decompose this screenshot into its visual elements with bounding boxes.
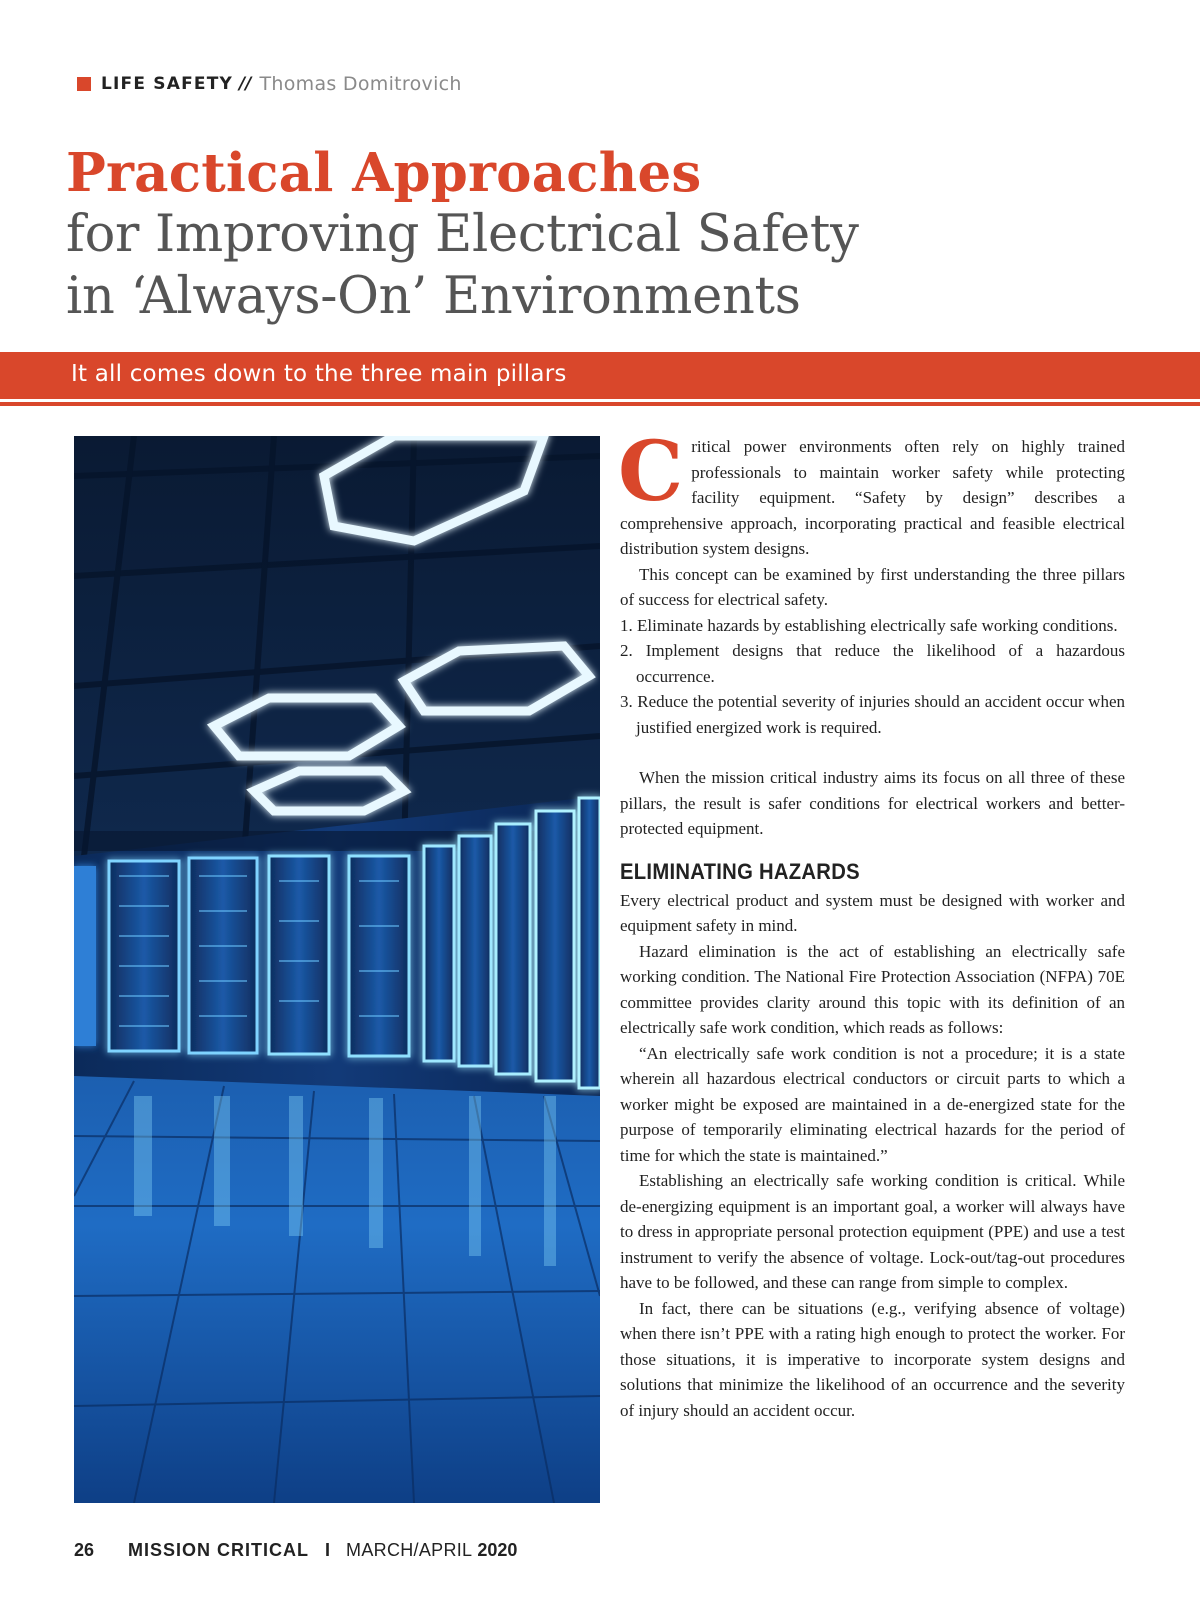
magazine-name: MISSION CRITICAL [128,1539,310,1560]
article-body [618,424,1125,1423]
pillar-item: 2. Implement designs that reduce the likelihood of a hazardous occurrence. [620,641,1125,686]
issue-year: 2020 [477,1539,518,1560]
pillar-item: 3. Reduce the potential severity of injuries should an accident occur when justified energized work is required. [620,692,1125,737]
headline [66,142,1066,328]
section-heading: ELIMINATING HAZARDS [620,858,860,884]
paragraph: Establishing an electrically safe working condition is critical. While de-energizing equipment is an important goal, a worker will always have to dress in appropriate personal protection equipment (PPE) and use a test instrument to verify the absence of voltage. Lock-out/tag-out procedures have to be followed, and these can range from simple to complex. [620,1171,1125,1292]
intro-paragraph [618,424,1125,562]
section-separator: // [239,74,252,94]
headline-subtitle-line-2: in ‘Always-On’ Environments [66,267,801,326]
section-label: LIFE SAFETY [101,74,234,94]
section-header [77,70,462,98]
page-number: 26 [74,1539,95,1560]
pillar-item: 1. Eliminate hazards by establishing electrically safe working conditions. [620,615,1118,635]
page-footer [74,1537,517,1563]
deck-text: It all comes down to the three main pillars [71,361,567,387]
section-marker-square [77,77,91,91]
headline-title: Practical Approaches [66,142,702,204]
deck-underline [0,402,1200,406]
paragraph: Every electrical product and system must be designed with worker and equipment safety in mind. [620,890,1125,935]
footer-divider: I [325,1539,331,1560]
headline-subtitle-line-1: for Improving Electrical Safety [66,205,859,264]
author-name: Thomas Domitrovich [259,73,462,95]
drop-cap: C [618,424,684,520]
paragraph: This concept can be examined by first understanding the three pillars of success for electrical safety. [620,564,1125,609]
quote-paragraph: “An electrically safe work condition is not a procedure; it is a state wherein all hazardous electrical conductors or circuit parts to which a worker might be exposed are maintained in a de-energized state for the purpose of temporarily eliminating electrical hazards for the period of time for which the state is maintained.” [620,1043,1125,1165]
spacer [620,740,1125,765]
paragraph: When the mission critical industry aims its focus on all three of these pillars, the result is safer conditions for electrical workers and better-protected equipment. [620,768,1125,838]
deck-banner [0,352,1200,399]
paragraph: Hazard elimination is the act of establishing an electrically safe working condition. The National Fire Protection Association (NFPA) 70E committee provides clarity around this topic with its definition of an electrically safe work condition, which reads as follows: [620,941,1125,1037]
paragraph: In fact, there can be situations (e.g., verifying absence of voltage) when there isn’t PPE with a rating high enough to protect the worker. For those situations, it is imperative to incorporate system designs and solutions that minimize the likelihood of an occurrence and the severity of injury should an accident occur. [620,1298,1125,1420]
intro-text: ritical power environments often rely on highly trained professionals to maintain worker safety while protecting facility equipment. “Safety by design” describes a comprehensive approach, incorporating practical and feasible electrical distribution system designs. [620,437,1125,558]
issue-month: MARCH/APRIL [346,1539,473,1560]
pillars-list [620,613,1125,741]
data-center-photo [74,436,600,1503]
